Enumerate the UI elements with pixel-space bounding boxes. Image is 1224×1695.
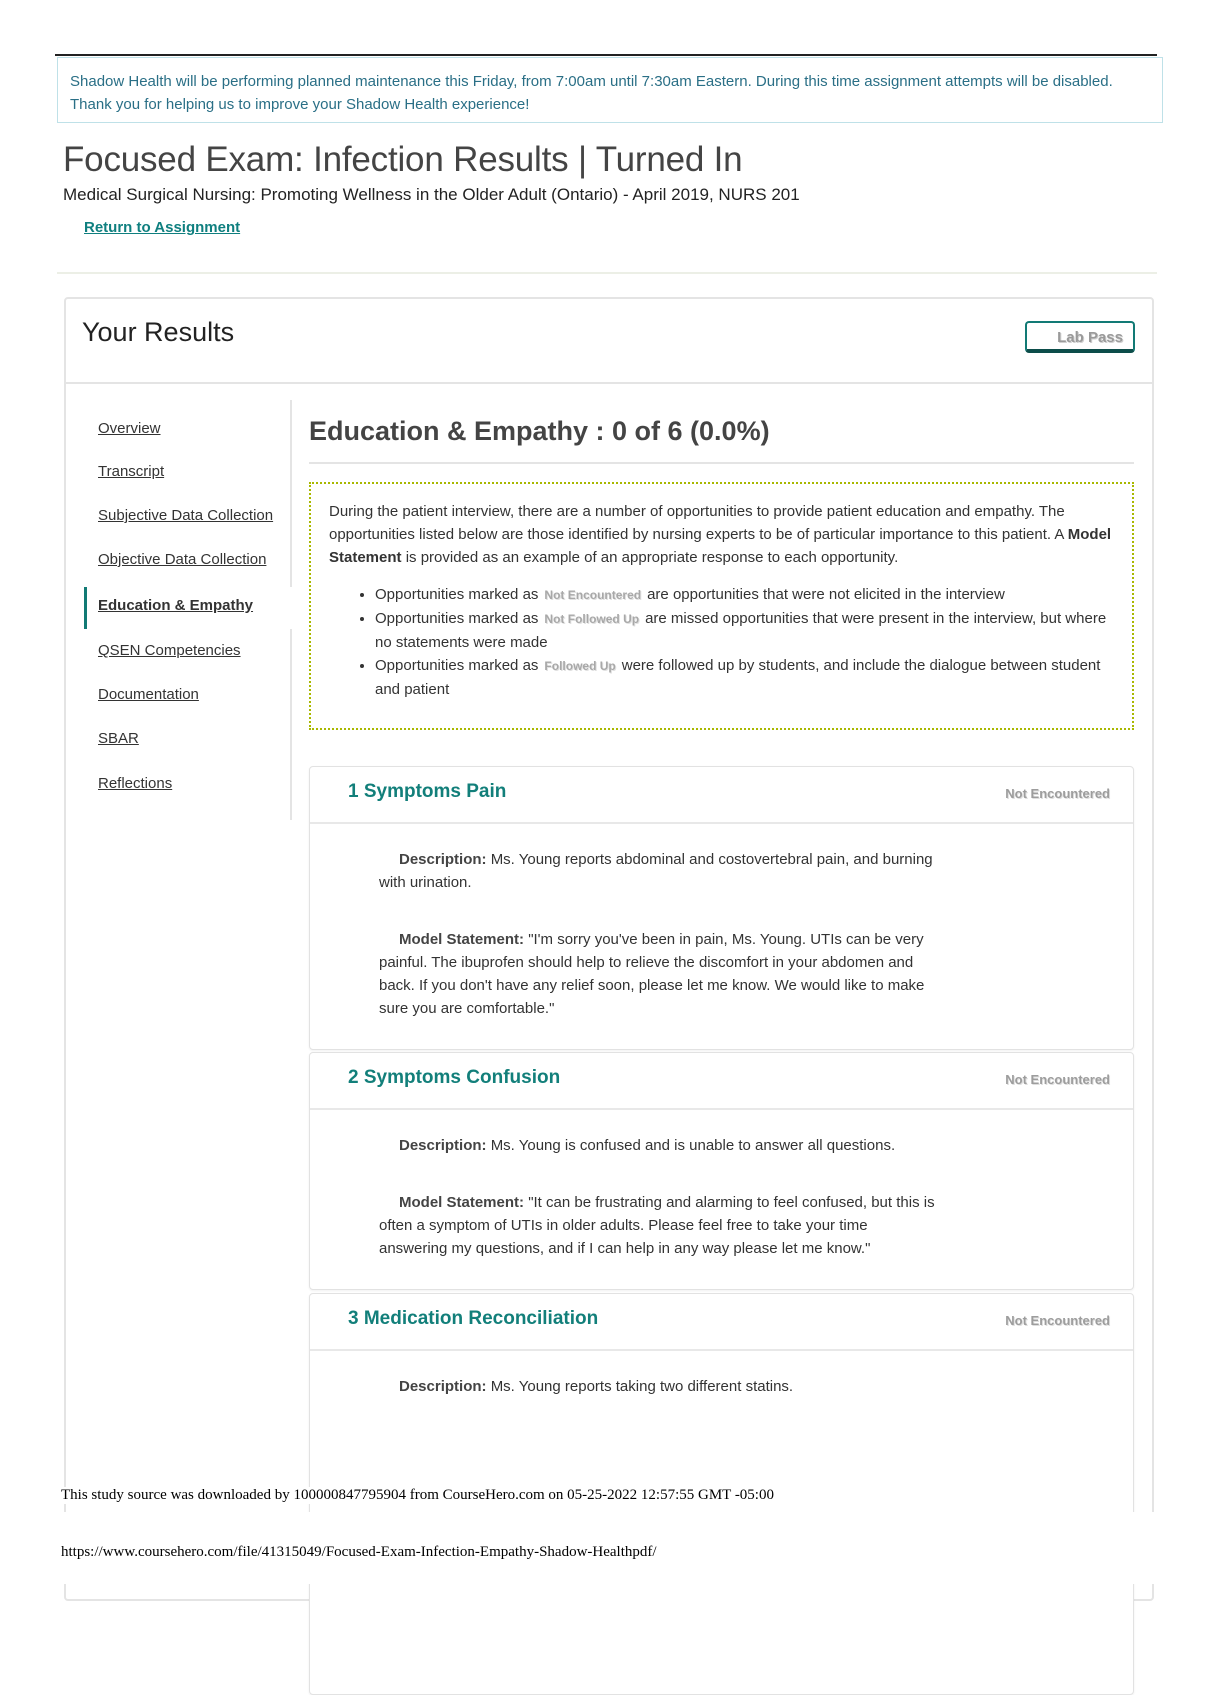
return-to-assignment-link[interactable]: Return to Assignment xyxy=(84,219,241,236)
sidebar-item-subjective-data-collection[interactable]: Subjective Data Collection xyxy=(98,507,274,524)
opportunity-header xyxy=(310,1294,1133,1351)
opportunity-title: 2 Symptoms Confusion xyxy=(348,1067,561,1088)
status-tag-not-encountered: Not Encountered xyxy=(544,588,642,602)
results-panel xyxy=(64,297,1154,1601)
opportunity-model-statement: Model Statement: "I'm sorry you've been in pain, Ms. Young. UTIs can be very painful. The ibuprofen should help to relieve the discomfort in your abdomen and back. If you don't have any relief soon, please let me know. We would like to make sure you are comfortable." xyxy=(379,931,925,1017)
sidebar-item-overview[interactable]: Overview xyxy=(98,420,161,437)
opportunity-card xyxy=(309,766,1134,1050)
section-title: Education & Empathy : 0 of 6 (0.0%) xyxy=(309,416,770,446)
opportunity-status: Not Encountered xyxy=(1005,1072,1110,1087)
legend-item: • Opportunities marked as Followed Up were followed up by students, and include the dialogue between student and patient xyxy=(375,654,1114,701)
sidebar-item-documentation[interactable]: Documentation xyxy=(98,686,199,703)
course-subtitle: Medical Surgical Nursing: Promoting Wellness in the Older Adult (Ontario) - April 2019, NURS 201 xyxy=(63,185,800,204)
download-note: This study source was downloaded by 100000847795904 from CourseHero.com on 05-25-2022 12:57:55 GMT -05:00 xyxy=(61,1487,774,1503)
results-sidebar-nav xyxy=(84,400,292,820)
opportunity-description: Description: Ms. Young is confused and is unable to answer all questions. xyxy=(399,1137,896,1154)
sidebar-item-transcript[interactable]: Transcript xyxy=(98,463,165,480)
opportunity-header xyxy=(310,767,1133,824)
results-header xyxy=(66,299,1152,384)
opportunity-card xyxy=(309,1052,1134,1290)
status-legend xyxy=(329,583,1114,701)
opportunity-title: 1 Symptoms Pain xyxy=(348,781,507,802)
sidebar-item-sbar[interactable]: SBAR xyxy=(98,730,139,747)
opportunity-status: Not Encountered xyxy=(1005,1313,1110,1328)
top-rule xyxy=(55,54,1157,56)
sidebar-item-objective-data-collection[interactable]: Objective Data Collection xyxy=(98,551,267,568)
maintenance-banner xyxy=(57,57,1163,123)
opportunity-body xyxy=(310,1351,939,1398)
opportunity-description: Description: Ms. Young reports taking two different statins. xyxy=(399,1378,794,1395)
sidebar-item-reflections[interactable]: Reflections xyxy=(98,775,173,792)
legend-item: • Opportunities marked as Not Followed Up are missed opportunities that were present in the interview, but where no statements were made xyxy=(375,607,1114,654)
opportunity-body xyxy=(310,824,939,1020)
section-divider xyxy=(309,462,1134,464)
sidebar-item-qsen-competencies[interactable]: QSEN Competencies xyxy=(98,642,241,659)
model-statement-term: Model Statement xyxy=(329,526,1112,566)
status-tag-followed-up: Followed Up xyxy=(544,659,616,673)
results-title: Your Results xyxy=(82,317,235,347)
sidebar-item-education-empathy[interactable]: Education & Empathy xyxy=(98,597,254,614)
opportunity-description: Description: Ms. Young reports abdominal and costovertebral pain, and burning with urination. xyxy=(379,851,933,891)
status-tag-not-followed-up: Not Followed Up xyxy=(544,612,640,626)
maintenance-banner-text: Shadow Health will be performing planned maintenance this Friday, from 7:00am until 7:30am Eastern. During this time assignment attempts will be disabled. Thank you for helping us to improve your Shadow Health experience! xyxy=(70,73,1113,113)
lab-pass-button[interactable]: Lab Pass xyxy=(1025,321,1135,353)
legend-item: • Opportunities marked as Not Encountered are opportunities that were not elicited in the interview xyxy=(375,583,1114,607)
source-url: https://www.coursehero.com/file/41315049/Focused-Exam-Infection-Empathy-Shadow-Healthpdf/ xyxy=(61,1544,657,1560)
divider xyxy=(57,272,1157,274)
intro-paragraph: During the patient interview, there are a number of opportunities to provide patient education and empathy. The opportunities listed below are those identified by nursing experts to be of particular importance to this patient. A Model Statement is provided as an example of an appropriate response to each opportunity. xyxy=(329,503,1112,566)
opportunity-status: Not Encountered xyxy=(1005,786,1110,801)
opportunity-title: 3 Medication Reconciliation xyxy=(348,1308,599,1329)
opportunity-body xyxy=(310,1110,939,1260)
info-box xyxy=(309,482,1134,730)
page-title: Focused Exam: Infection Results | Turned In xyxy=(63,140,743,179)
opportunity-model-statement: Model Statement: "It can be frustrating and alarming to feel confused, but this is often a symptom of UTIs in older adults. Please feel free to take your time answering my questions, and if I can help in any way please let me know." xyxy=(379,1194,935,1257)
opportunity-header xyxy=(310,1053,1133,1110)
